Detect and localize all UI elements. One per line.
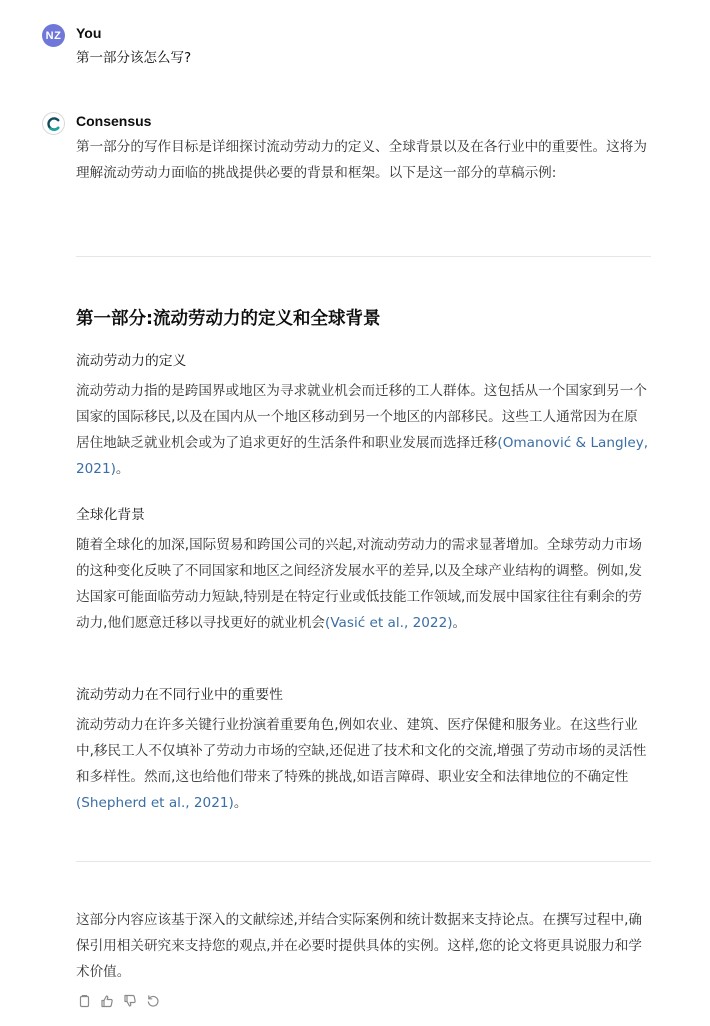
- subsection-title: 流动劳动力的定义: [76, 353, 187, 369]
- punctuation: 。: [452, 615, 467, 631]
- regenerate-icon[interactable]: [145, 993, 161, 1009]
- conclusion: [76, 907, 651, 985]
- body-text: 随着全球化的加深,国际贸易和跨国公司的兴起,对流动劳动力的需求显著增加。全球劳动力市场的这种变化反映了不同国家和地区之间经济发展水平的差异,以及全球产业结构的调整。例如,发达国家可能面临劳动力短缺,特别是在特定行业或低技能工作领域,而发展中国家往往有剩余的劳动力,他们愿意迁移以寻找更好的就业机会: [76, 537, 642, 631]
- divider: [76, 861, 651, 862]
- divider: [76, 256, 651, 257]
- section-heading: 第一部分:流动劳动力的定义和全球背景: [76, 309, 381, 329]
- body-text: 流动劳动力在许多关键行业扮演着重要角色,例如农业、建筑、医疗保健和服务业。在这些行业中,移民工人不仅填补了劳动力市场的空缺,还促进了技术和文化的交流,增强了劳动市场的灵活性和多样性。然而,这也给他们带来了特殊的挑战,如语言障碍、职业安全和法律地位的不确定性: [76, 717, 647, 785]
- body-text: 流动劳动力指的是跨国界或地区为寻求就业机会而迁移的工人群体。这包括从一个国家到另一个国家的国际移民,以及在国内从一个地区移动到另一个地区的内部移民。这些工人通常因为在原居住地缺乏就业机会或为了追求更好的生活条件和职业发展而选择迁移: [76, 383, 647, 451]
- subsection-title: 全球化背景: [76, 507, 145, 523]
- punctuation: 。: [233, 795, 248, 811]
- subsection-body: [76, 532, 651, 636]
- copy-icon[interactable]: [76, 993, 92, 1009]
- thumbs-up-icon[interactable]: [99, 993, 115, 1009]
- subsection-title: 流动劳动力在不同行业中的重要性: [76, 687, 283, 703]
- citation-link[interactable]: (Omanović & Langley, 2021): [76, 435, 649, 477]
- consensus-logo-icon: [42, 112, 65, 135]
- intro-paragraph: 第一部分的写作目标是详细探讨流动劳动力的定义、全球背景以及在各行业中的重要性。这将为理解流动劳动力面临的挑战提供必要的背景和框架。以下是这一部分的草稿示例:: [76, 139, 647, 181]
- user-author-name: You: [76, 25, 102, 41]
- citation-link[interactable]: (Shepherd et al., 2021): [76, 795, 234, 811]
- subsection-body: [76, 712, 651, 816]
- user-message-text: 第一部分该怎么写?: [76, 50, 192, 66]
- thumbs-down-icon[interactable]: [122, 993, 138, 1009]
- user-avatar: NZ: [42, 24, 65, 47]
- message-actions: [76, 993, 161, 1009]
- citation-link[interactable]: (Vasić et al., 2022): [325, 615, 453, 631]
- subsection-body: [76, 378, 651, 482]
- conclusion-paragraph: 这部分内容应该基于深入的文献综述,并结合实际案例和统计数据来支持论点。在撰写过程中,确保引用相关研究来支持您的观点,并在必要时提供具体的实例。这样,您的论文将更具说服力和学术价值。: [76, 912, 642, 980]
- assistant-author-name: Consensus: [76, 113, 152, 129]
- assistant-intro: [76, 134, 651, 186]
- punctuation: 。: [115, 461, 130, 477]
